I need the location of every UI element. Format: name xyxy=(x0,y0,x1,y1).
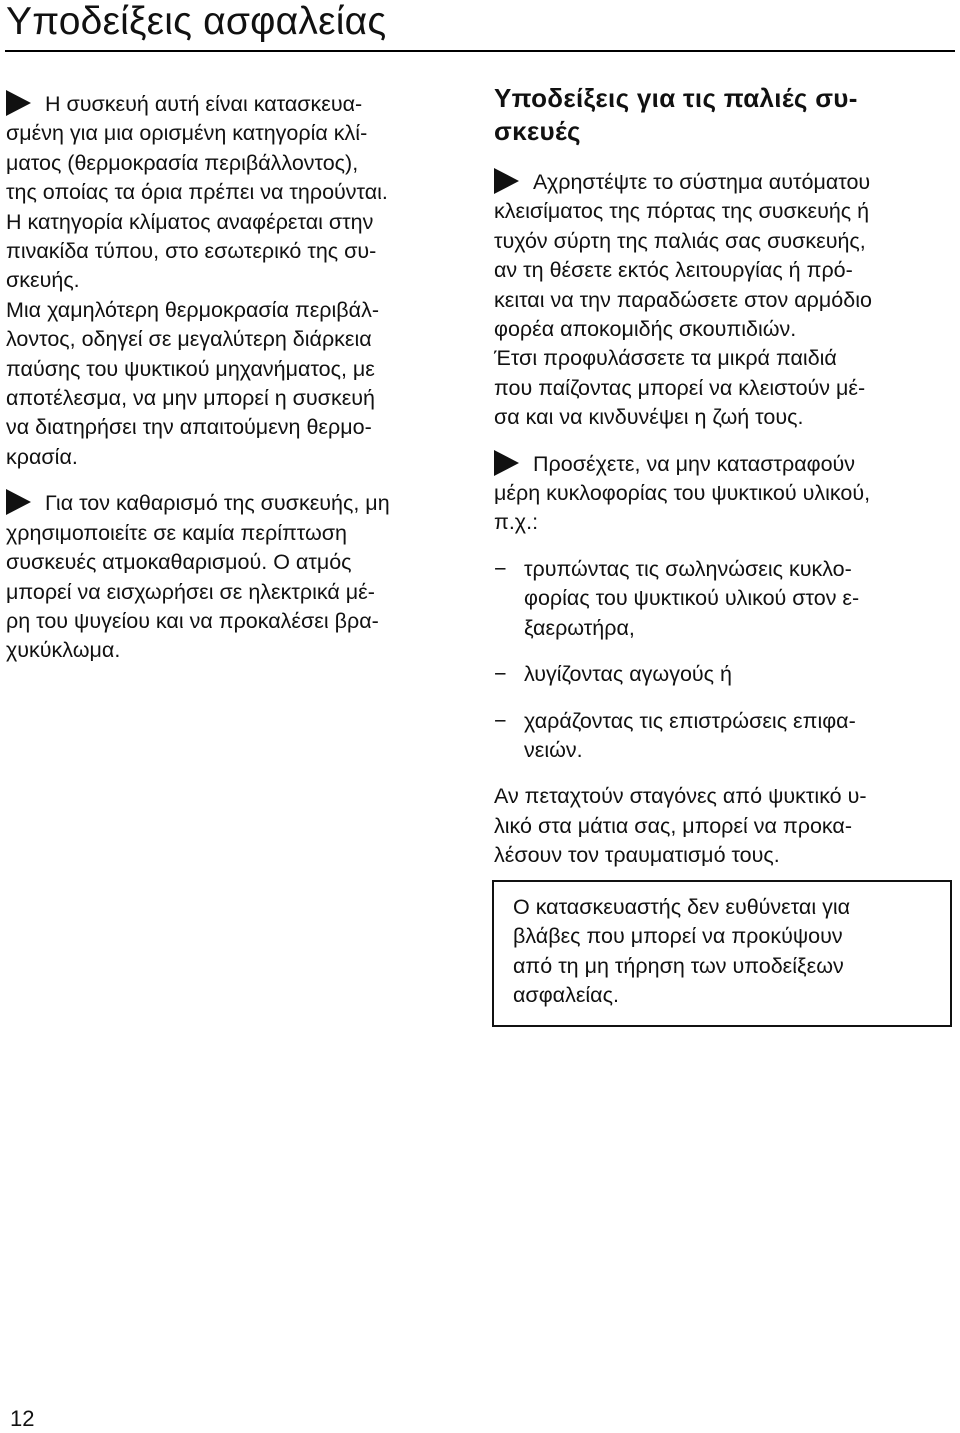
steam-cleaner-paragraph xyxy=(6,489,458,665)
door-lock-paragraph xyxy=(494,168,950,433)
climate-class-text: Η συσκευή αυτή είναι κατασκευα- σμένη για μια ορισμένη κατηγορία κλί- ματος (θερμοκρασία περιβάλλοντος), της οποίας τα όρια πρέπει να τηρούνται. Η κατηγορία κλίματος αναφέρεται στην πινακίδα τύπου, στο εσωτερικό της συ- σκευής. Μια χαμηλότερη θερμοκρασία περιβάλ- λοντος, οδηγεί σε μεγαλύτερη διάρκεια παύσης του ψυκτικού μηχανήματος, με αποτέλεσμα, να μην μπορεί η συσκευή να διατηρήσει την απαιτούμενη θερμο- κρασία. xyxy=(6,92,388,469)
eye-contact-paragraph: Αν πεταχτούν σταγόνες από ψυκτικό υ- λικό στα μάτια σας, μπορεί να προκα- λέσουν τον τραυματισμό τους. xyxy=(494,784,867,868)
left-column xyxy=(6,90,458,683)
title-divider xyxy=(5,50,955,52)
liability-notice-box: Ο κατασκευαστής δεν ευθύνεται για βλάβες που μπορεί να προκύψουν από τη μη τήρηση των υποδείξεων ασφαλείας. xyxy=(492,880,952,1027)
dash-bullet: − xyxy=(494,556,507,581)
steam-cleaner-text: Για τον καθαρισμό της συσκευής, μη χρησιμοποιείτε σε καμία περίπτωση συσκευές ατμοκαθαρισμού. Ο ατμός μπορεί να εισχωρήσει σε ηλεκτρικά μέ- ρη του ψυγείου και να προκαλέσει βρα- χυκύκλωμα. xyxy=(6,491,390,663)
refrigerant-text: Προσέχετε, να μην καταστραφούν μέρη κυκλοφορίας του ψυκτικού υλικού, π.χ.: xyxy=(494,451,871,535)
climate-class-paragraph xyxy=(6,90,458,472)
arrow-right-icon xyxy=(6,90,31,116)
list-item xyxy=(494,707,950,766)
refrigerant-damage-list xyxy=(494,555,950,765)
list-item-text: χαράζοντας τις επιστρώσεις επιφα- νειών. xyxy=(524,708,856,762)
old-appliances-heading: Υποδείξεις για τις παλιές συ- σκευές xyxy=(494,83,858,146)
right-column xyxy=(494,82,950,888)
list-item-text: λυγίζοντας αγωγούς ή xyxy=(524,662,732,687)
page-title: Υποδείξεις ασφαλείας xyxy=(6,0,387,43)
door-lock-text: Αχρηστέψτε το σύστημα αυτόματου κλεισίματος της πόρτας της συσκευής ή τυχόν σύρτη της παλιάς σας συσκευής, αν τη θέσετε εκτός λειτουργίας ή πρό- κειται να την παραδώσετε στον αρμόδιο φορέα αποκομιδής σκουπιδιών. Έτσι προφυλάσσετε τα μικρά παιδιά που παίζοντας μπορεί να κλειστούν μέ- σα και να κινδυνέψει η ζωή τους. xyxy=(494,170,872,430)
arrow-right-icon xyxy=(6,489,31,515)
refrigerant-paragraph xyxy=(494,450,950,538)
arrow-right-icon xyxy=(494,168,519,194)
arrow-right-icon xyxy=(494,450,519,476)
list-item-text: τρυπώντας τις σωληνώσεις κυκλο- φορίας του ψυκτικού υλικού στον ε- ξαερωτήρα, xyxy=(524,556,860,640)
dash-bullet: − xyxy=(494,708,507,733)
list-item xyxy=(494,660,950,689)
dash-bullet: − xyxy=(494,662,507,687)
page-number: 12 xyxy=(10,1406,35,1431)
list-item xyxy=(494,555,950,643)
